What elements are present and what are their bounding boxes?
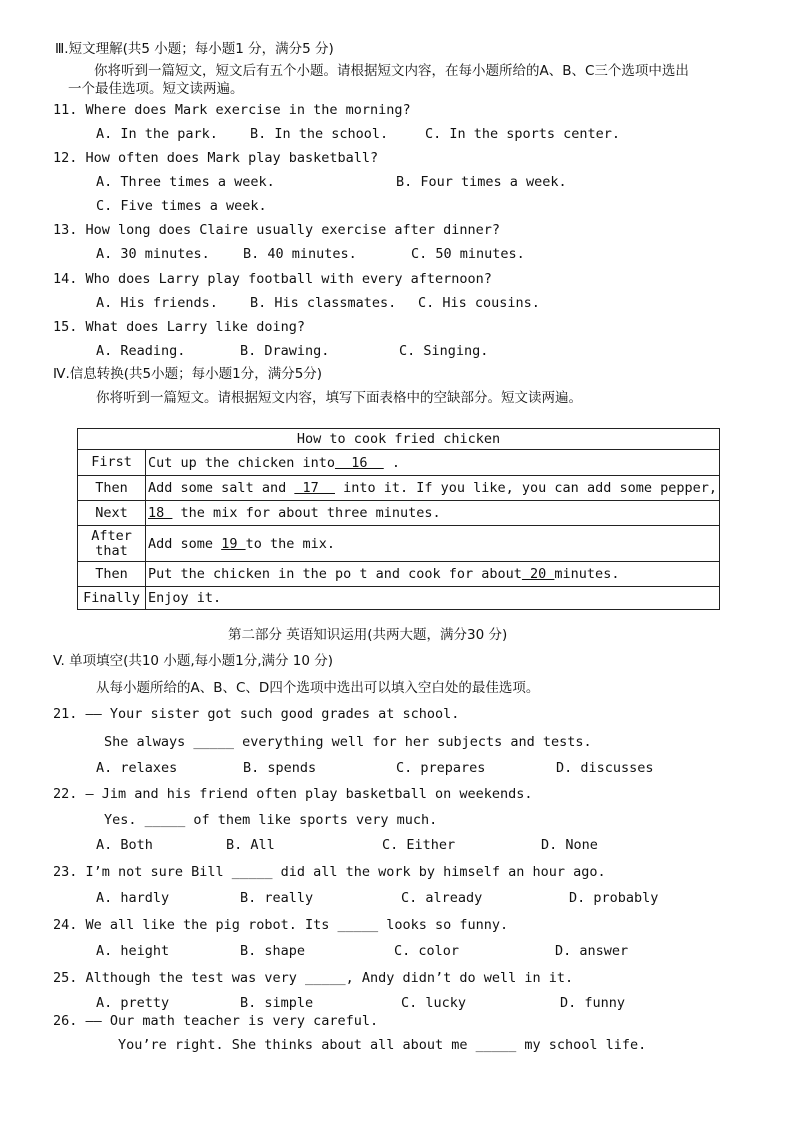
option-24d: D. answer <box>555 943 629 959</box>
table-row <box>78 450 720 476</box>
option-12a: A. Three times a week. <box>96 174 275 190</box>
row-text: Enjoy it. <box>148 590 222 606</box>
part2-heading: 第二部分 英语知识运用(共两大题，满分30 分) <box>228 627 508 643</box>
row-text-end: into it. If you like, you can add some pepper, <box>334 480 717 496</box>
question-14: 14. Who does Larry play football with every afternoon? <box>53 271 492 287</box>
option-23d: D. probably <box>569 890 659 906</box>
option-11a: A. In the park. <box>96 126 218 142</box>
row-text: Cut up the chicken into <box>148 454 335 471</box>
option-11c: C. In the sports center. <box>425 126 621 142</box>
option-12c: C. Five times a week. <box>96 198 267 214</box>
row-label: Next <box>78 501 146 526</box>
row-label: After that <box>78 526 146 562</box>
section3-instruction: 你将听到一篇短文，短文后有五个小题。请根据短文内容，在每小题所给的A、B、C三个选项中选出 <box>94 63 689 79</box>
option-25a: A. pretty <box>96 995 170 1011</box>
option-23c: C. already <box>401 890 483 906</box>
option-24c: C. color <box>394 943 460 959</box>
row-text: Add some salt and <box>148 480 295 496</box>
row-text-end: to the mix. <box>245 535 335 552</box>
option-21b: B. spends <box>243 760 317 776</box>
option-13c: C. 50 minutes. <box>411 246 525 262</box>
option-14a: A. His friends. <box>96 295 218 311</box>
table-row <box>78 501 720 526</box>
option-21a: A. relaxes <box>96 760 178 776</box>
row-text-end: the mix for about three minutes. <box>172 505 441 521</box>
row-text-end: . <box>383 454 401 471</box>
option-15b: B. Drawing. <box>240 343 330 359</box>
blank-19: 19 <box>221 535 246 552</box>
option-22c: C. Either <box>382 837 456 853</box>
option-21c: C. prepares <box>396 760 486 776</box>
question-24: 24. We all like the pig robot. Its _____ looks so funny. <box>53 917 509 933</box>
question-21: 21. —— Your sister got such good grades at school. <box>53 706 460 722</box>
row-label: Finally <box>78 587 146 610</box>
table-row <box>78 526 720 562</box>
section5-instruction: 从每小题所给的A、B、C、D四个选项中选出可以填入空白处的最佳选项。 <box>96 680 540 696</box>
recipe-table <box>77 428 720 610</box>
option-21d: D. discusses <box>556 760 654 776</box>
question-15: 15. What does Larry like doing? <box>53 319 305 335</box>
row-text: Put the chicken in the po t and cook for about <box>148 566 522 582</box>
section5-heading: V. 单项填空(共10 小题,每小题1分,满分 10 分) <box>53 653 334 669</box>
option-11b: B. In the school. <box>250 126 389 142</box>
table-row <box>78 587 720 610</box>
question-21-line2: She always _____ everything well for her subjects and tests. <box>104 734 592 750</box>
option-15a: A. Reading. <box>96 343 186 359</box>
option-24a: A. height <box>96 943 170 959</box>
option-25d: D. funny <box>560 995 626 1011</box>
section3-heading: Ⅲ.短文理解(共5 小题；每小题1 分，满分5 分) <box>55 41 334 57</box>
question-22: 22. — Jim and his friend often play basketball on weekends. <box>53 786 533 802</box>
option-13b: B. 40 minutes. <box>243 246 357 262</box>
option-23b: B. really <box>240 890 314 906</box>
row-text: Add some <box>148 535 222 552</box>
option-13a: A. 30 minutes. <box>96 246 210 262</box>
option-22b: B. All <box>226 837 275 853</box>
option-25b: B. simple <box>240 995 314 1011</box>
option-24b: B. shape <box>240 943 306 959</box>
question-13: 13. How long does Claire usually exercise after dinner? <box>53 222 501 238</box>
section4-instruction: 你将听到一篇短文。请根据短文内容，填写下面表格中的空缺部分。短文读两遍。 <box>96 390 582 406</box>
blank-20: 20 <box>521 566 555 582</box>
option-14c: C. His cousins. <box>418 295 540 311</box>
question-12: 12. How often does Mark play basketball? <box>53 150 379 166</box>
question-22-line2: Yes. _____ of them like sports very much. <box>104 812 438 828</box>
table-row <box>78 562 720 587</box>
question-11: 11. Where does Mark exercise in the morning? <box>53 102 411 118</box>
option-14b: B. His classmates. <box>250 295 397 311</box>
section4-heading: Ⅳ.信息转换(共5小题；每小题1分，满分5分) <box>53 366 323 382</box>
blank-17: 17 <box>294 480 335 496</box>
option-22d: D. None <box>541 837 598 853</box>
row-label: Then <box>78 476 146 501</box>
blank-16: 16 <box>334 454 384 471</box>
option-12b: B. Four times a week. <box>396 174 567 190</box>
option-23a: A. hardly <box>96 890 170 906</box>
question-23: 23. I’m not sure Bill _____ did all the work by himself an hour ago. <box>53 864 606 880</box>
question-26: 26. —— Our math teacher is very careful. <box>53 1013 379 1029</box>
row-label: First <box>78 450 146 476</box>
option-22a: A. Both <box>96 837 153 853</box>
blank-18: 18 <box>148 505 173 521</box>
option-15c: C. Singing. <box>399 343 489 359</box>
row-label: Then <box>78 562 146 587</box>
question-26-line2: You’re right. She thinks about all about me _____ my school life. <box>118 1037 647 1053</box>
question-25: 25. Although the test was very _____, Andy didn’t do well in it. <box>53 970 574 986</box>
table-title: How to cook fried chicken <box>78 429 720 450</box>
section3-instruction-cont: 一个最佳选项。短文读两遍。 <box>68 81 244 97</box>
table-row <box>78 476 720 501</box>
option-25c: C. lucky <box>401 995 467 1011</box>
row-text-end: minutes. <box>554 566 620 582</box>
